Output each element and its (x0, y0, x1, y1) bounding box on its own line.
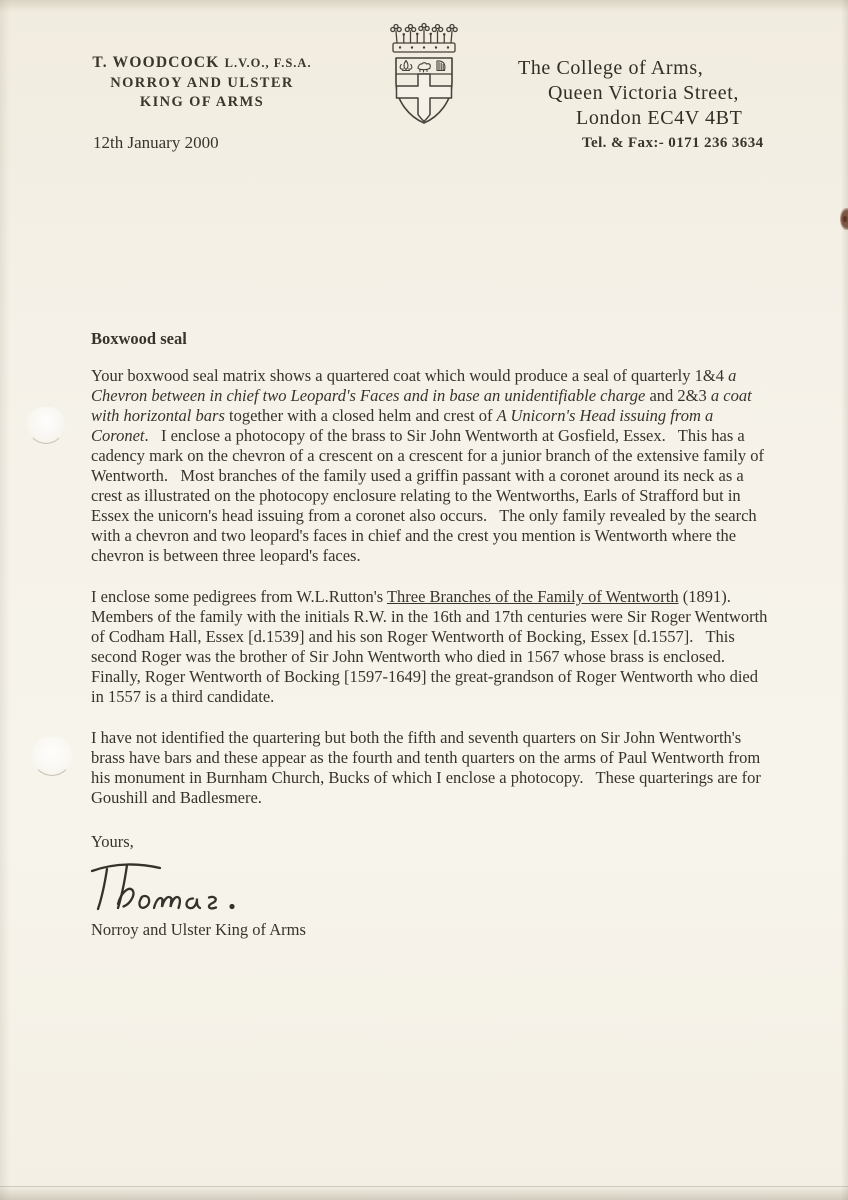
crest-shield (396, 58, 452, 123)
paper-edge-right (841, 0, 848, 1200)
paper-edge-bottom (0, 1186, 848, 1200)
officer-title-line-1: NORROY AND ULSTER (110, 74, 294, 91)
valediction: Yours, (91, 832, 134, 851)
paper-edge-line (0, 1186, 848, 1187)
address-block (518, 56, 764, 152)
address-line: London EC4V 4BT (576, 107, 743, 129)
address-line: The College of Arms, (518, 57, 704, 79)
address-line: Queen Victoria Street, (548, 82, 740, 104)
officer-honours: L.V.O., F.S.A. (224, 56, 312, 70)
paragraph-3: I have not identified the quartering but both the fifth and seventh quarters on Sir John Wentworth's brass have bars and these appear as the fourth and tenth quarters on the arms of Paul Wentworth from his monument in Burnham Church, Bucks of which I enclose a photocopy. These quarterings are for Goushill and Badlesmere. (91, 728, 766, 807)
signoff-title: Norroy and Ulster King of Arms (91, 920, 306, 939)
harp-icon (437, 61, 445, 71)
subject-heading: Boxwood seal (91, 329, 187, 348)
officer-title-line-2: KING OF ARMS (139, 94, 265, 110)
college-of-arms-crest-icon (376, 18, 472, 132)
punch-hole-mark (27, 406, 65, 444)
signature-handwriting (88, 860, 268, 916)
paper-edge-left (0, 0, 10, 1200)
punch-hole-mark (32, 736, 72, 776)
paper-edge-top (0, 0, 848, 12)
letter-body (91, 329, 772, 940)
crest-crown (391, 24, 457, 53)
officer-block (92, 54, 312, 111)
tel-fax-line: Tel. & Fax:- 0171 236 3634 (582, 135, 764, 151)
fleur-de-lis-icon (400, 61, 412, 71)
officer-name: T. WOODCOCK (92, 54, 220, 71)
letter-date: 12th January 2000 (93, 133, 219, 152)
cross-icon (397, 74, 452, 121)
lion-passant-icon (418, 63, 430, 72)
paragraph-2: I enclose some pedigrees from W.L.Rutton's Three Branches of the Family of Wentworth (1891). Members of the family with the initials R.W. in the 16th and 17th centuries were Sir Roger Wentworth of Codham Hall, Essex [d.1539] and his son Roger Wentworth of Bocking, Essex [d.1557]. This second Roger was the brother of Sir John Wentworth who died in 1567 whose brass is enclosed. Finally, Roger Wentworth of Bocking [1597-1649] the great-grandson of Roger Wentworth who died in 1557 is a third candidate. (91, 587, 772, 706)
paragraph-1: Your boxwood seal matrix shows a quartered coat which would produce a seal of quarterly 1&4 a Chevron between in chief two Leopard's Faces and in base an unidentifiable charge and 2&3 a coat with horizontal bars together with a closed helm and crest of A Unicorn's Head issuing from a Coronet. I enclose a photocopy of the brass to Sir John Wentworth at Gosfield, Essex. This has a cadency mark on the chevron of a crescent on a crescent for a junior branch of the extensive family of Wentworth. Most branches of the family used a griffin passant with a coronet around its neck as a crest as illustrated on the photocopy enclosure relating to the Wentworths, Earls of Strafford but in Essex the unicorn's head issuing from a coronet also occurs. The only family revealed by the search with a chevron and two leopard's faces in chief and the crest you mention is Wentworth where the chevron is between three leopard's faces. (91, 366, 768, 565)
officer-name-line (92, 54, 312, 72)
